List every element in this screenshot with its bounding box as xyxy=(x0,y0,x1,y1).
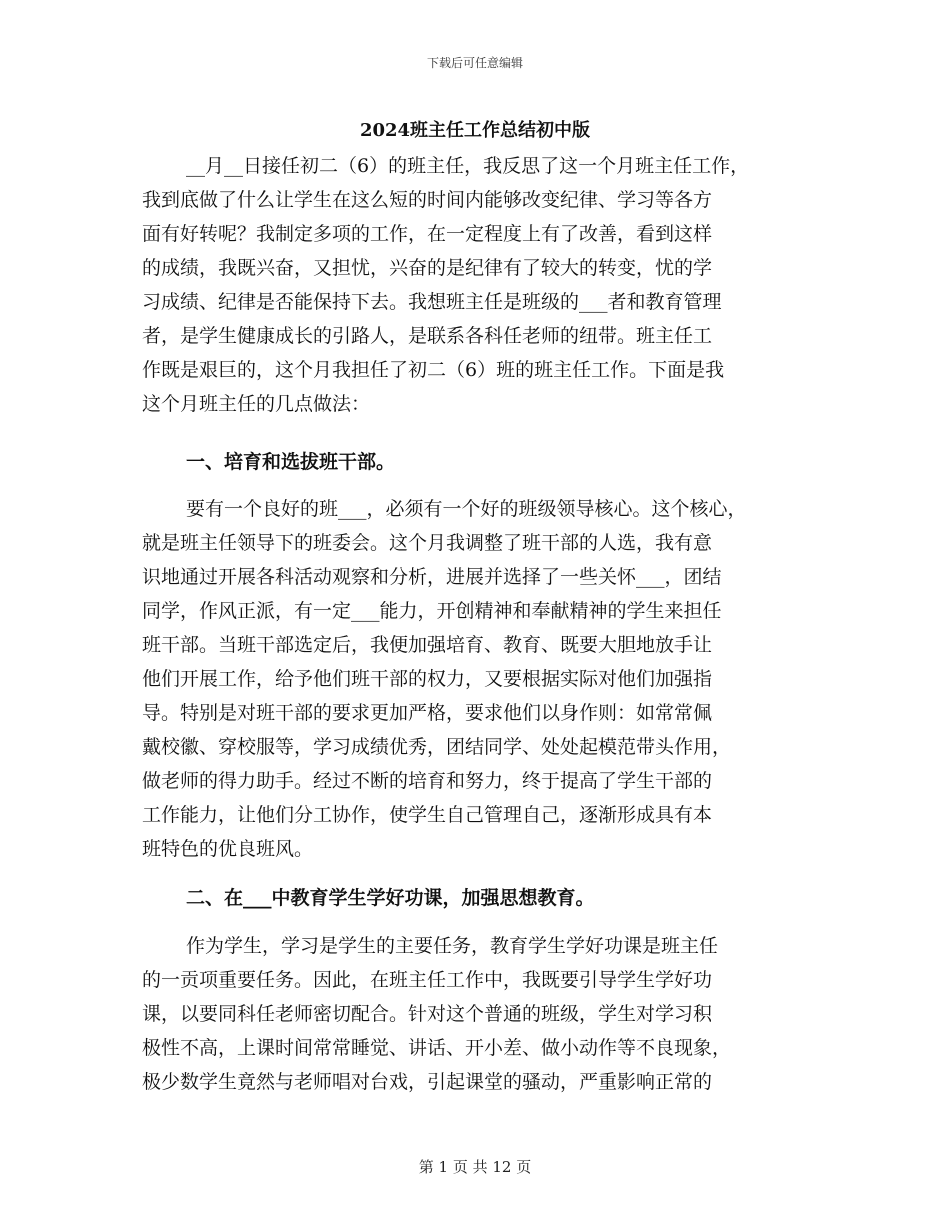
document-title: 2024班主任工作总结初中版 xyxy=(359,120,591,141)
body-line: 作既是艰巨的，这个月我担任了初二（6）班的班主任工作。下面是我 xyxy=(142,359,725,381)
body-line: __月__日接任初二（6）的班主任，我反思了这一个月班主任工作， xyxy=(186,155,750,177)
body-line: 这个月班主任的几点做法： xyxy=(142,393,371,415)
body-line: 同学，作风正派，有一定___能力，开创精神和奉献精神的学生来担任 xyxy=(142,600,722,622)
page-number: 第 1 页 共 12 页 xyxy=(418,1158,532,1176)
body-line: 极性不高，上课时间常常睡觉、讲话、开小差、做小动作等不良现象， xyxy=(142,1037,732,1059)
body-line: 做老师的得力助手。经过不断的培育和努力，终于提高了学生干部的 xyxy=(142,770,713,792)
body-line: 班特色的优良班风。 xyxy=(142,838,314,860)
body-line: 的成绩，我既兴奋，又担忧，兴奋的是纪律有了较大的转变，忧的学 xyxy=(142,257,713,279)
body-line: 作为学生，学习是学生的主要任务，教育学生学好功课是班主任 xyxy=(186,935,719,957)
body-line: 极少数学生竟然与老师唱对台戏，引起课堂的骚动，严重影响正常的 xyxy=(142,1071,713,1093)
body-line: 者，是学生健康成长的引路人，是联系各科任老师的纽带。班主任工 xyxy=(142,325,713,347)
body-line: 导。特别是对班干部的要求更加严格，要求他们以身作则：如常常佩 xyxy=(142,702,713,724)
body-line: 我到底做了什么让学生在这么短的时间内能够改变纪律、学习等各方 xyxy=(142,189,713,211)
body-line: 戴校徽、穿校服等，学习成绩优秀，团结同学、处处起模范带头作用， xyxy=(142,736,732,758)
body-line: 要有一个良好的班___，必须有一个好的班级领导核心。这个核心， xyxy=(186,498,747,520)
body-line: 工作能力，让他们分工协作，使学生自己管理自己，逐渐形成具有本 xyxy=(142,804,713,826)
section-heading: 一、培育和选拔班干部。 xyxy=(186,451,396,473)
body-line: 课，以要同科任老师密切配合。针对这个普通的班级，学生对学习积 xyxy=(142,1003,713,1025)
body-line: 习成绩、纪律是否能保持下去。我想班主任是班级的___者和教育管理 xyxy=(142,291,722,313)
body-line: 面有好转呢？我制定多项的工作，在一定程度上有了改善，看到这样 xyxy=(142,223,713,245)
body-line: 就是班主任领导下的班委会。这个月我调整了班干部的人选，我有意 xyxy=(142,532,713,554)
body-line: 识地通过开展各科活动观察和分析，进展并选择了一些关怀___，团结 xyxy=(142,566,722,588)
section-heading: 二、在___中教育学生学好功课，加强思想教育。 xyxy=(186,887,595,909)
body-line: 班干部。当班干部选定后，我便加强培育、教育、既要大胆地放手让 xyxy=(142,634,713,656)
page-header-note: 下载后可任意编辑 xyxy=(426,56,523,70)
body-line: 他们开展工作，给予他们班干部的权力，又要根据实际对他们加强指 xyxy=(142,668,713,690)
body-line: 的一贡项重要任务。因此，在班主任工作中，我既要引导学生学好功 xyxy=(142,969,713,991)
